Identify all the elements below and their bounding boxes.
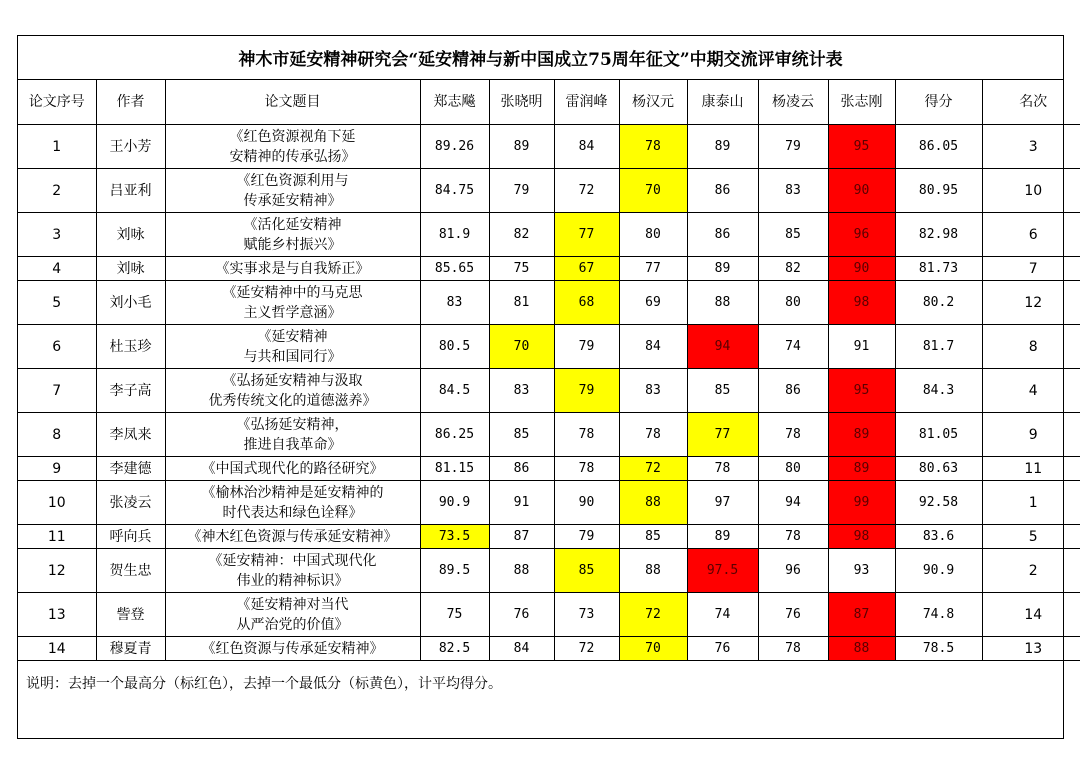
judge-score-cell: 78 bbox=[554, 457, 619, 481]
average-score-cell: 80.2 bbox=[895, 281, 982, 325]
table-row bbox=[18, 325, 1080, 369]
column-header: 张志刚 bbox=[828, 80, 895, 125]
judge-score-cell: 74 bbox=[687, 593, 758, 637]
judge-score-cell: 81 bbox=[489, 281, 554, 325]
judge-score-cell: 89 bbox=[687, 257, 758, 281]
column-header: 杨汉元 bbox=[619, 80, 687, 125]
paper-number-cell: 3 bbox=[18, 213, 96, 257]
rank-cell: 13 bbox=[982, 637, 1080, 661]
judge-score-cell: 85 bbox=[758, 213, 828, 257]
paper-number-cell: 12 bbox=[18, 549, 96, 593]
judge-score-cell: 73.5 bbox=[420, 525, 489, 549]
table-row bbox=[18, 637, 1080, 661]
table-row bbox=[18, 525, 1080, 549]
judge-score-cell: 69 bbox=[619, 281, 687, 325]
paper-number-cell: 8 bbox=[18, 413, 96, 457]
rank-cell: 4 bbox=[982, 369, 1080, 413]
paper-number-cell: 11 bbox=[18, 525, 96, 549]
rank-cell: 11 bbox=[982, 457, 1080, 481]
paper-title-cell: 《神木红色资源与传承延安精神》 bbox=[165, 525, 420, 549]
judge-score-cell: 85 bbox=[687, 369, 758, 413]
judge-score-cell: 96 bbox=[828, 213, 895, 257]
judge-score-cell: 89.26 bbox=[420, 125, 489, 169]
average-score-cell: 82.98 bbox=[895, 213, 982, 257]
paper-title-cell: 《实事求是与自我矫正》 bbox=[165, 257, 420, 281]
paper-title-cell: 《延安精神：中国式现代化 伟业的精神标识》 bbox=[165, 549, 420, 593]
judge-score-cell: 70 bbox=[619, 637, 687, 661]
paper-number-cell: 13 bbox=[18, 593, 96, 637]
column-header: 论文序号 bbox=[18, 80, 96, 125]
judge-score-cell: 72 bbox=[554, 637, 619, 661]
judge-score-cell: 90 bbox=[828, 257, 895, 281]
judge-score-cell: 75 bbox=[489, 257, 554, 281]
judge-score-cell: 80 bbox=[758, 457, 828, 481]
column-header: 论文题目 bbox=[165, 80, 420, 125]
judge-score-cell: 87 bbox=[828, 593, 895, 637]
average-score-cell: 84.3 bbox=[895, 369, 982, 413]
judge-score-cell: 84.5 bbox=[420, 369, 489, 413]
judge-score-cell: 89 bbox=[489, 125, 554, 169]
judge-score-cell: 81.9 bbox=[420, 213, 489, 257]
table-header-row bbox=[18, 80, 1080, 125]
judge-score-cell: 74 bbox=[758, 325, 828, 369]
table-row bbox=[18, 593, 1080, 637]
rank-cell: 9 bbox=[982, 413, 1080, 457]
paper-number-cell: 6 bbox=[18, 325, 96, 369]
paper-title-cell: 《延安精神对当代 从严治党的价值》 bbox=[165, 593, 420, 637]
judge-score-cell: 79 bbox=[554, 369, 619, 413]
judge-score-cell: 76 bbox=[489, 593, 554, 637]
judge-score-cell: 83 bbox=[420, 281, 489, 325]
judge-score-cell: 68 bbox=[554, 281, 619, 325]
judge-score-cell: 78 bbox=[619, 413, 687, 457]
judge-score-cell: 98 bbox=[828, 525, 895, 549]
judge-score-cell: 86 bbox=[687, 169, 758, 213]
paper-title-cell: 《弘扬延安精神与汲取 优秀传统文化的道德滋养》 bbox=[165, 369, 420, 413]
judge-score-cell: 83 bbox=[489, 369, 554, 413]
judge-score-cell: 78 bbox=[758, 637, 828, 661]
judge-score-cell: 93 bbox=[828, 549, 895, 593]
paper-title-cell: 《红色资源视角下延 安精神的传承弘扬》 bbox=[165, 125, 420, 169]
author-cell: 李子高 bbox=[96, 369, 165, 413]
score-table bbox=[18, 80, 1080, 661]
author-cell: 李凤来 bbox=[96, 413, 165, 457]
judge-score-cell: 89 bbox=[828, 457, 895, 481]
average-score-cell: 92.58 bbox=[895, 481, 982, 525]
author-cell: 刘小毛 bbox=[96, 281, 165, 325]
judge-score-cell: 85.65 bbox=[420, 257, 489, 281]
rank-cell: 14 bbox=[982, 593, 1080, 637]
score-sheet bbox=[17, 35, 1064, 739]
judge-score-cell: 89 bbox=[687, 525, 758, 549]
judge-score-cell: 89.5 bbox=[420, 549, 489, 593]
paper-number-cell: 7 bbox=[18, 369, 96, 413]
judge-score-cell: 97 bbox=[687, 481, 758, 525]
judge-score-cell: 79 bbox=[554, 325, 619, 369]
average-score-cell: 80.95 bbox=[895, 169, 982, 213]
rank-cell: 12 bbox=[982, 281, 1080, 325]
paper-title-cell: 《榆林治沙精神是延安精神的 时代表达和绿色诠释》 bbox=[165, 481, 420, 525]
column-header: 雷润峰 bbox=[554, 80, 619, 125]
paper-number-cell: 5 bbox=[18, 281, 96, 325]
judge-score-cell: 72 bbox=[619, 457, 687, 481]
judge-score-cell: 86.25 bbox=[420, 413, 489, 457]
judge-score-cell: 75 bbox=[420, 593, 489, 637]
judge-score-cell: 79 bbox=[489, 169, 554, 213]
judge-score-cell: 77 bbox=[687, 413, 758, 457]
author-cell: 李建德 bbox=[96, 457, 165, 481]
average-score-cell: 86.05 bbox=[895, 125, 982, 169]
column-header: 名次 bbox=[982, 80, 1080, 125]
column-header: 康泰山 bbox=[687, 80, 758, 125]
judge-score-cell: 86 bbox=[758, 369, 828, 413]
judge-score-cell: 85 bbox=[554, 549, 619, 593]
judge-score-cell: 84 bbox=[489, 637, 554, 661]
judge-score-cell: 96 bbox=[758, 549, 828, 593]
judge-score-cell: 78 bbox=[758, 525, 828, 549]
paper-title-cell: 《弘扬延安精神， 推进自我革命》 bbox=[165, 413, 420, 457]
judge-score-cell: 83 bbox=[758, 169, 828, 213]
table-row bbox=[18, 369, 1080, 413]
paper-title-cell: 《红色资源利用与 传承延安精神》 bbox=[165, 169, 420, 213]
paper-title-cell: 《延安精神 与共和国同行》 bbox=[165, 325, 420, 369]
judge-score-cell: 90 bbox=[554, 481, 619, 525]
judge-score-cell: 78 bbox=[687, 457, 758, 481]
author-cell: 刘咏 bbox=[96, 257, 165, 281]
judge-score-cell: 76 bbox=[758, 593, 828, 637]
table-row bbox=[18, 413, 1080, 457]
paper-number-cell: 14 bbox=[18, 637, 96, 661]
author-cell: 吕亚利 bbox=[96, 169, 165, 213]
judge-score-cell: 88 bbox=[619, 549, 687, 593]
table-row bbox=[18, 125, 1080, 169]
judge-score-cell: 89 bbox=[687, 125, 758, 169]
paper-title-cell: 《延安精神中的马克思 主义哲学意涵》 bbox=[165, 281, 420, 325]
judge-score-cell: 78 bbox=[554, 413, 619, 457]
judge-score-cell: 73 bbox=[554, 593, 619, 637]
judge-score-cell: 89 bbox=[828, 413, 895, 457]
judge-score-cell: 79 bbox=[554, 525, 619, 549]
author-cell: 穆夏青 bbox=[96, 637, 165, 661]
table-row bbox=[18, 549, 1080, 593]
judge-score-cell: 70 bbox=[619, 169, 687, 213]
judge-score-cell: 81.15 bbox=[420, 457, 489, 481]
page-title: 神木市延安精神研究会“延安精神与新中国成立75周年征文”中期交流评审统计表 bbox=[18, 36, 1063, 80]
paper-number-cell: 2 bbox=[18, 169, 96, 213]
paper-title-cell: 《红色资源与传承延安精神》 bbox=[165, 637, 420, 661]
judge-score-cell: 80 bbox=[619, 213, 687, 257]
judge-score-cell: 70 bbox=[489, 325, 554, 369]
judge-score-cell: 94 bbox=[758, 481, 828, 525]
footnote: 说明：去掉一个最高分（标红色），去掉一个最低分（标黄色），计平均得分。 bbox=[26, 676, 502, 692]
judge-score-cell: 77 bbox=[554, 213, 619, 257]
paper-number-cell: 4 bbox=[18, 257, 96, 281]
judge-score-cell: 84 bbox=[554, 125, 619, 169]
judge-score-cell: 78 bbox=[758, 413, 828, 457]
judge-score-cell: 82 bbox=[758, 257, 828, 281]
average-score-cell: 74.8 bbox=[895, 593, 982, 637]
judge-score-cell: 72 bbox=[619, 593, 687, 637]
judge-score-cell: 76 bbox=[687, 637, 758, 661]
table-row bbox=[18, 213, 1080, 257]
judge-score-cell: 86 bbox=[687, 213, 758, 257]
rank-cell: 2 bbox=[982, 549, 1080, 593]
column-header: 作者 bbox=[96, 80, 165, 125]
judge-score-cell: 98 bbox=[828, 281, 895, 325]
table-body bbox=[18, 125, 1080, 661]
paper-title-cell: 《中国式现代化的路径研究》 bbox=[165, 457, 420, 481]
judge-score-cell: 67 bbox=[554, 257, 619, 281]
average-score-cell: 78.5 bbox=[895, 637, 982, 661]
column-header: 杨凌云 bbox=[758, 80, 828, 125]
rank-cell: 1 bbox=[982, 481, 1080, 525]
table-row bbox=[18, 457, 1080, 481]
rank-cell: 5 bbox=[982, 525, 1080, 549]
rank-cell: 10 bbox=[982, 169, 1080, 213]
judge-score-cell: 91 bbox=[828, 325, 895, 369]
judge-score-cell: 78 bbox=[619, 125, 687, 169]
author-cell: 刘咏 bbox=[96, 213, 165, 257]
paper-number-cell: 1 bbox=[18, 125, 96, 169]
column-header: 得分 bbox=[895, 80, 982, 125]
author-cell: 张凌云 bbox=[96, 481, 165, 525]
judge-score-cell: 90 bbox=[828, 169, 895, 213]
table-row bbox=[18, 169, 1080, 213]
judge-score-cell: 84.75 bbox=[420, 169, 489, 213]
judge-score-cell: 87 bbox=[489, 525, 554, 549]
judge-score-cell: 88 bbox=[489, 549, 554, 593]
judge-score-cell: 85 bbox=[489, 413, 554, 457]
rank-cell: 7 bbox=[982, 257, 1080, 281]
paper-number-cell: 9 bbox=[18, 457, 96, 481]
judge-score-cell: 84 bbox=[619, 325, 687, 369]
author-cell: 贺生忠 bbox=[96, 549, 165, 593]
average-score-cell: 83.6 bbox=[895, 525, 982, 549]
average-score-cell: 90.9 bbox=[895, 549, 982, 593]
table-row bbox=[18, 481, 1080, 525]
judge-score-cell: 86 bbox=[489, 457, 554, 481]
rank-cell: 6 bbox=[982, 213, 1080, 257]
judge-score-cell: 95 bbox=[828, 369, 895, 413]
average-score-cell: 81.05 bbox=[895, 413, 982, 457]
judge-score-cell: 91 bbox=[489, 481, 554, 525]
average-score-cell: 81.73 bbox=[895, 257, 982, 281]
judge-score-cell: 88 bbox=[687, 281, 758, 325]
author-cell: 呼向兵 bbox=[96, 525, 165, 549]
judge-score-cell: 80 bbox=[758, 281, 828, 325]
judge-score-cell: 82.5 bbox=[420, 637, 489, 661]
average-score-cell: 80.63 bbox=[895, 457, 982, 481]
paper-number-cell: 10 bbox=[18, 481, 96, 525]
table-row bbox=[18, 281, 1080, 325]
judge-score-cell: 90.9 bbox=[420, 481, 489, 525]
judge-score-cell: 97.5 bbox=[687, 549, 758, 593]
author-cell: 杜玉珍 bbox=[96, 325, 165, 369]
table-row bbox=[18, 257, 1080, 281]
column-header: 郑志飚 bbox=[420, 80, 489, 125]
judge-score-cell: 99 bbox=[828, 481, 895, 525]
column-header: 张晓明 bbox=[489, 80, 554, 125]
rank-cell: 3 bbox=[982, 125, 1080, 169]
judge-score-cell: 80.5 bbox=[420, 325, 489, 369]
judge-score-cell: 94 bbox=[687, 325, 758, 369]
judge-score-cell: 72 bbox=[554, 169, 619, 213]
judge-score-cell: 88 bbox=[619, 481, 687, 525]
judge-score-cell: 95 bbox=[828, 125, 895, 169]
author-cell: 王小芳 bbox=[96, 125, 165, 169]
judge-score-cell: 83 bbox=[619, 369, 687, 413]
judge-score-cell: 85 bbox=[619, 525, 687, 549]
judge-score-cell: 79 bbox=[758, 125, 828, 169]
average-score-cell: 81.7 bbox=[895, 325, 982, 369]
judge-score-cell: 88 bbox=[828, 637, 895, 661]
author-cell: 訾登 bbox=[96, 593, 165, 637]
judge-score-cell: 82 bbox=[489, 213, 554, 257]
rank-cell: 8 bbox=[982, 325, 1080, 369]
paper-title-cell: 《活化延安精神 赋能乡村振兴》 bbox=[165, 213, 420, 257]
judge-score-cell: 77 bbox=[619, 257, 687, 281]
